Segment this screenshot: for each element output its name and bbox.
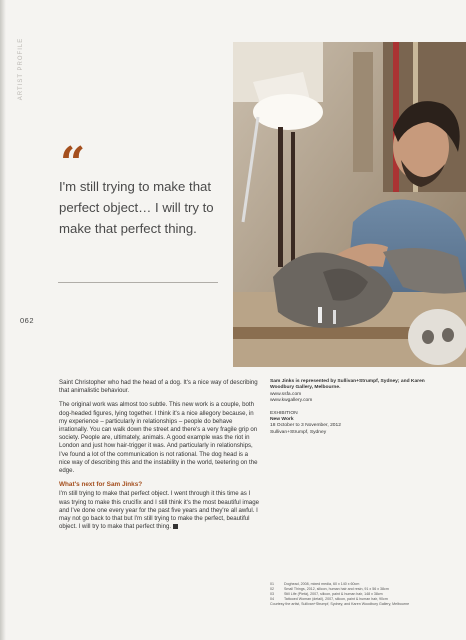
exhibition-dates: 18 October to 3 November, 2012 bbox=[270, 423, 341, 429]
exhibition-title: New Work bbox=[270, 417, 294, 423]
page-number: 062 bbox=[20, 316, 35, 325]
caption-credit: Courtesy the artist, Sullivan+Strumpf, Sydney, and Karen Woodbury Gallery, Melbourne bbox=[270, 602, 410, 606]
section-subhead: What's next for Sam Jinks? bbox=[59, 481, 143, 489]
caption-row: 01 Doghead, 2008, mixed media, 60 x 140 x 60cm bbox=[270, 582, 360, 586]
pull-quote: I'm still trying to make that perfect object… I will try to make that perfect thing. bbox=[59, 179, 214, 236]
sidebar-tab bbox=[4, 38, 34, 108]
representation-note: Sam Jinks is represented by Sullivan+Strumpf, Sydney; and Karen Woodbury Gallery, Melbourne. bbox=[270, 379, 425, 391]
body-text bbox=[59, 379, 259, 537]
exhibition-venue: Sullivan+Strumpf, Sydney bbox=[270, 429, 327, 435]
website-link[interactable]: www.kwgallery.com bbox=[270, 398, 313, 404]
body-paragraph: The original work was almost too subtle. This new work is a couple, both dog-headed figures, lying together. I think it's a nice allegory because, in my experience – particularly in relationships – people do behave irrationally. You can walk down the street and there's a very fragile grip on society. People are, ultimately, animals. A good example was the riot in London and just how hair-trigger it was. And particularly in relationships, I've found a lot of the communication is not rational. The dog head is a nice way of describing this and the instability in the world, teetering on the edge. bbox=[59, 401, 258, 475]
caption-row: 02 Small Things, 2012, silicon, human hair and resin, 91 x 56 x 38cm bbox=[270, 587, 389, 591]
website-link[interactable]: www.ssfa.com bbox=[270, 391, 302, 397]
end-mark-icon bbox=[173, 524, 178, 529]
exhibition-label: EXHIBITION bbox=[270, 410, 298, 416]
sidebar-tab-label: ARTIST PROFILE bbox=[18, 37, 25, 101]
caption-row: 04 Tattooed Woman (detail), 2007, silicon, paint & human hair, 90cm bbox=[270, 597, 388, 601]
divider bbox=[58, 282, 218, 283]
body-paragraph bbox=[59, 490, 259, 531]
photo-artist-in-studio-icon bbox=[233, 42, 466, 367]
caption-row: 03 Still Life (Pietà), 2007, silicon, paint & human hair, 148 x 38cm bbox=[270, 592, 383, 596]
image-captions bbox=[270, 582, 460, 607]
sidebar-info bbox=[270, 379, 450, 436]
body-paragraph-text: I'm still trying to make that perfect object. I went through it this time as I was trying to make this crucifix and I still think it's the most beautiful image and I've done one every year for the past five years and they're all awful. I may not go back to that but I'm still trying to make the perfect, beautiful object. I will try to make that perfect thing. bbox=[59, 490, 259, 531]
quote-mark-icon: “ bbox=[60, 138, 86, 189]
body-paragraph: Saint Christopher who had the head of a dog. It's a nice way of describing that animalistic behaviour. bbox=[59, 379, 258, 395]
artist-photo bbox=[233, 42, 466, 367]
